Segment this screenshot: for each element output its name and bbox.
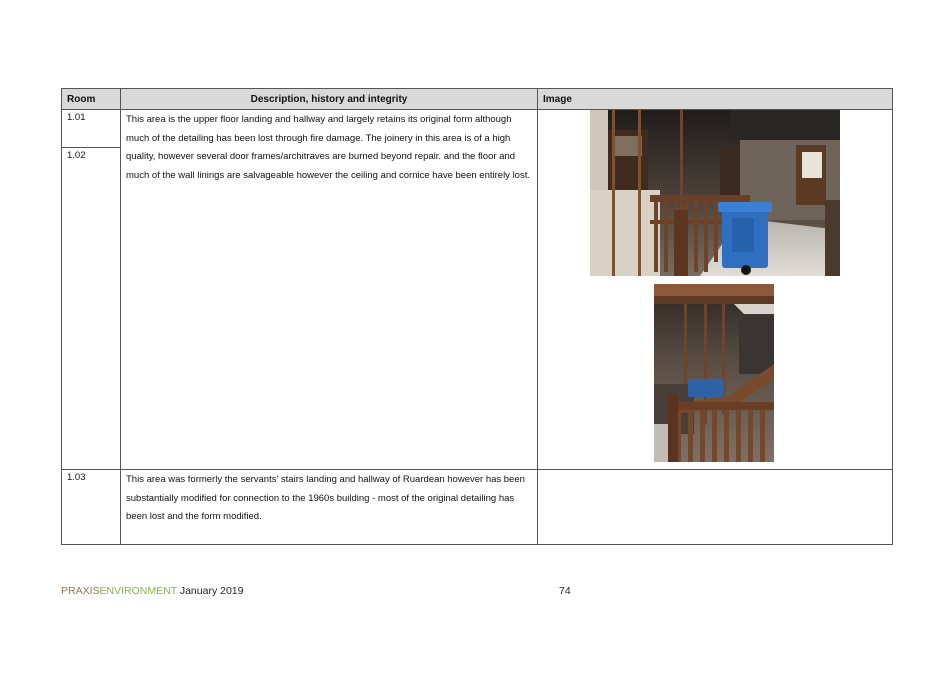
- room-number-1-02: 1.02: [62, 147, 120, 161]
- header-image: Image: [538, 89, 893, 110]
- table-header-row: [62, 89, 893, 110]
- brand-praxis: PRAXIS: [61, 585, 100, 597]
- room-number-cell: [62, 110, 121, 470]
- description-cell: [121, 110, 538, 470]
- table-row: [62, 110, 893, 470]
- image-cell: [538, 470, 893, 545]
- room-description: This area was formerly the servants' stairs landing and hallway of Ruardean however has been substantially modified for connection to the 1960s building - most of the original detailing has been lost and the form modified.: [126, 474, 525, 523]
- brand-environment: ENVIRONMENT: [99, 585, 177, 597]
- header-room: Room: [62, 89, 121, 110]
- table-row: [62, 470, 893, 545]
- page-number: 74: [559, 585, 571, 597]
- room-number-cell: [62, 470, 121, 545]
- room-description: This area is the upper floor landing and hallway and largely retains its original form although much of the detailing has been lost through fire damage. The joinery in this area is of a high quality, however several door frames/architraves are burned beyond repair. and the floor and much of the wall linings are salvageable however the ceiling and cornice have been entirely lost.: [126, 114, 530, 181]
- room-schedule-table: [61, 88, 893, 545]
- fire-damaged-landing-photo: [590, 110, 840, 276]
- image-cell: [538, 110, 893, 470]
- footer-date: January 2019: [179, 585, 244, 597]
- header-description: Description, history and integrity: [121, 89, 538, 110]
- room-number-1-01: 1.01: [67, 112, 86, 123]
- fire-damaged-staircase-photo: [654, 284, 774, 462]
- footer-brand: [61, 585, 243, 597]
- description-cell: [121, 470, 538, 545]
- room-number-1-03: 1.03: [67, 472, 86, 483]
